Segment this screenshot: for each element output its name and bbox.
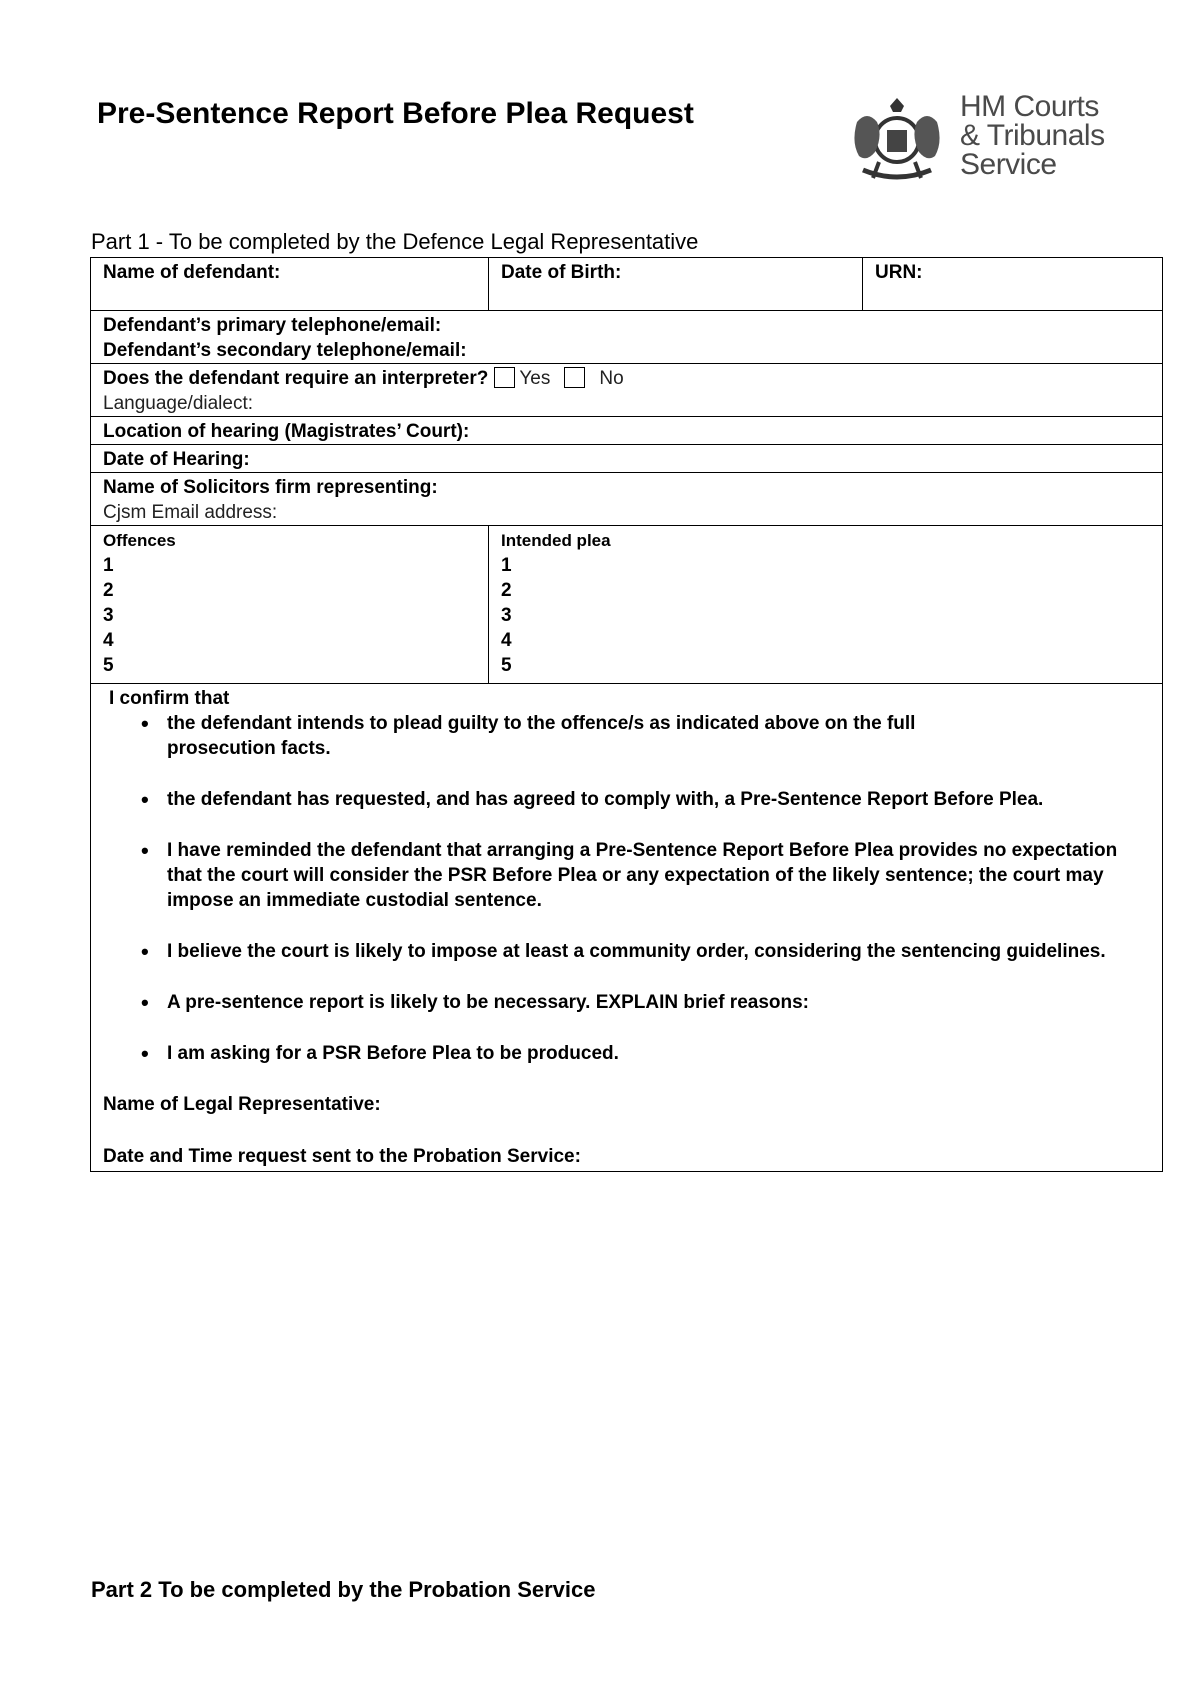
plea-number: 3: [501, 605, 512, 626]
confirm-list: [103, 711, 1162, 1066]
solicitors-firm-label: Name of Solicitors firm representing:: [103, 477, 438, 498]
defendant-details-row: [91, 258, 1163, 311]
logo-line-3: Service: [960, 148, 1057, 181]
solicitors-row: [91, 473, 1163, 526]
confirm-item: • A pre-sentence report is likely to be necessary. EXPLAIN brief reasons:: [103, 990, 1162, 1015]
part2-heading: Part 2 To be completed by the Probation Service: [91, 1577, 596, 1602]
plea-number: 4: [501, 630, 512, 651]
interpreter-row: [91, 364, 1163, 417]
language-dialect-field[interactable]: Language/dialect:: [103, 393, 254, 414]
plea-number: 1: [501, 555, 512, 576]
legal-rep-name-field[interactable]: Name of Legal Representative:: [103, 1094, 381, 1115]
location-of-hearing-field[interactable]: Location of hearing (Magistrates’ Court):: [91, 417, 1163, 445]
contact-cell[interactable]: [91, 311, 1163, 364]
solicitors-cell[interactable]: [91, 473, 1163, 526]
location-row: [91, 417, 1163, 445]
intended-plea-cell[interactable]: [489, 526, 1163, 684]
offences-cell[interactable]: [91, 526, 489, 684]
part1-heading: Part 1 - To be completed by the Defence Legal Representative: [91, 229, 699, 254]
name-of-defendant-field[interactable]: Name of defendant:: [91, 258, 489, 311]
logo-line-2: & Tribunals: [960, 119, 1105, 152]
royal-coat-of-arms-icon: [845, 92, 950, 187]
date-of-hearing-row: [91, 445, 1163, 473]
confirm-item: • the defendant intends to plead guilty to the offence/s as indicated above on the full prosecution facts.: [103, 711, 1162, 761]
primary-contact-label: Defendant’s primary telephone/email:: [103, 315, 442, 336]
interpreter-question: Does the defendant require an interpreter?: [103, 368, 489, 389]
interpreter-yes-checkbox[interactable]: [494, 367, 515, 388]
plea-number: 2: [501, 580, 512, 601]
intended-plea-header: Intended plea: [501, 531, 611, 550]
contact-row: [91, 311, 1163, 364]
plea-number: 5: [501, 655, 512, 676]
logo-text: [960, 92, 1105, 179]
part1-form-table: [90, 257, 1163, 1172]
offence-number: 5: [103, 655, 114, 676]
confirm-item: • I have reminded the defendant that arranging a Pre-Sentence Report Before Plea provides no expectation that the court will consider the PSR Before Plea or any expectation of the likely sentence; the court may impose an immediate custodial sentence.: [103, 838, 1162, 913]
interpreter-cell: [91, 364, 1163, 417]
offence-number: 3: [103, 605, 114, 626]
date-of-birth-field[interactable]: Date of Birth:: [489, 258, 863, 311]
page-title: Pre-Sentence Report Before Plea Request: [97, 97, 694, 130]
logo-line-1: HM Courts: [960, 90, 1099, 123]
date-of-hearing-field[interactable]: Date of Hearing:: [91, 445, 1163, 473]
confirm-heading: I confirm that: [109, 688, 230, 709]
offence-number: 4: [103, 630, 114, 651]
offences-header: Offences: [103, 531, 176, 550]
interpreter-no-label: No: [599, 368, 624, 389]
confirmation-row: [91, 684, 1163, 1172]
confirm-item: • the defendant has requested, and has agreed to comply with, a Pre-Sentence Report Before Plea.: [103, 787, 1162, 812]
offence-number: 1: [103, 555, 114, 576]
offences-row: [91, 526, 1163, 684]
confirm-item: • I am asking for a PSR Before Plea to be produced.: [103, 1041, 1162, 1066]
interpreter-yes-label: Yes: [519, 368, 551, 389]
date-time-sent-field[interactable]: Date and Time request sent to the Probation Service:: [103, 1146, 581, 1167]
secondary-contact-label: Defendant’s secondary telephone/email:: [103, 340, 467, 361]
confirmation-cell: [91, 684, 1163, 1172]
cjsm-email-label: Cjsm Email address:: [103, 502, 278, 523]
urn-field[interactable]: URN:: [863, 258, 1163, 311]
interpreter-no-checkbox[interactable]: [564, 367, 585, 388]
offence-number: 2: [103, 580, 114, 601]
hmcts-logo: [845, 92, 1120, 192]
confirm-item: • I believe the court is likely to impose at least a community order, considering the sentencing guidelines.: [103, 939, 1162, 964]
